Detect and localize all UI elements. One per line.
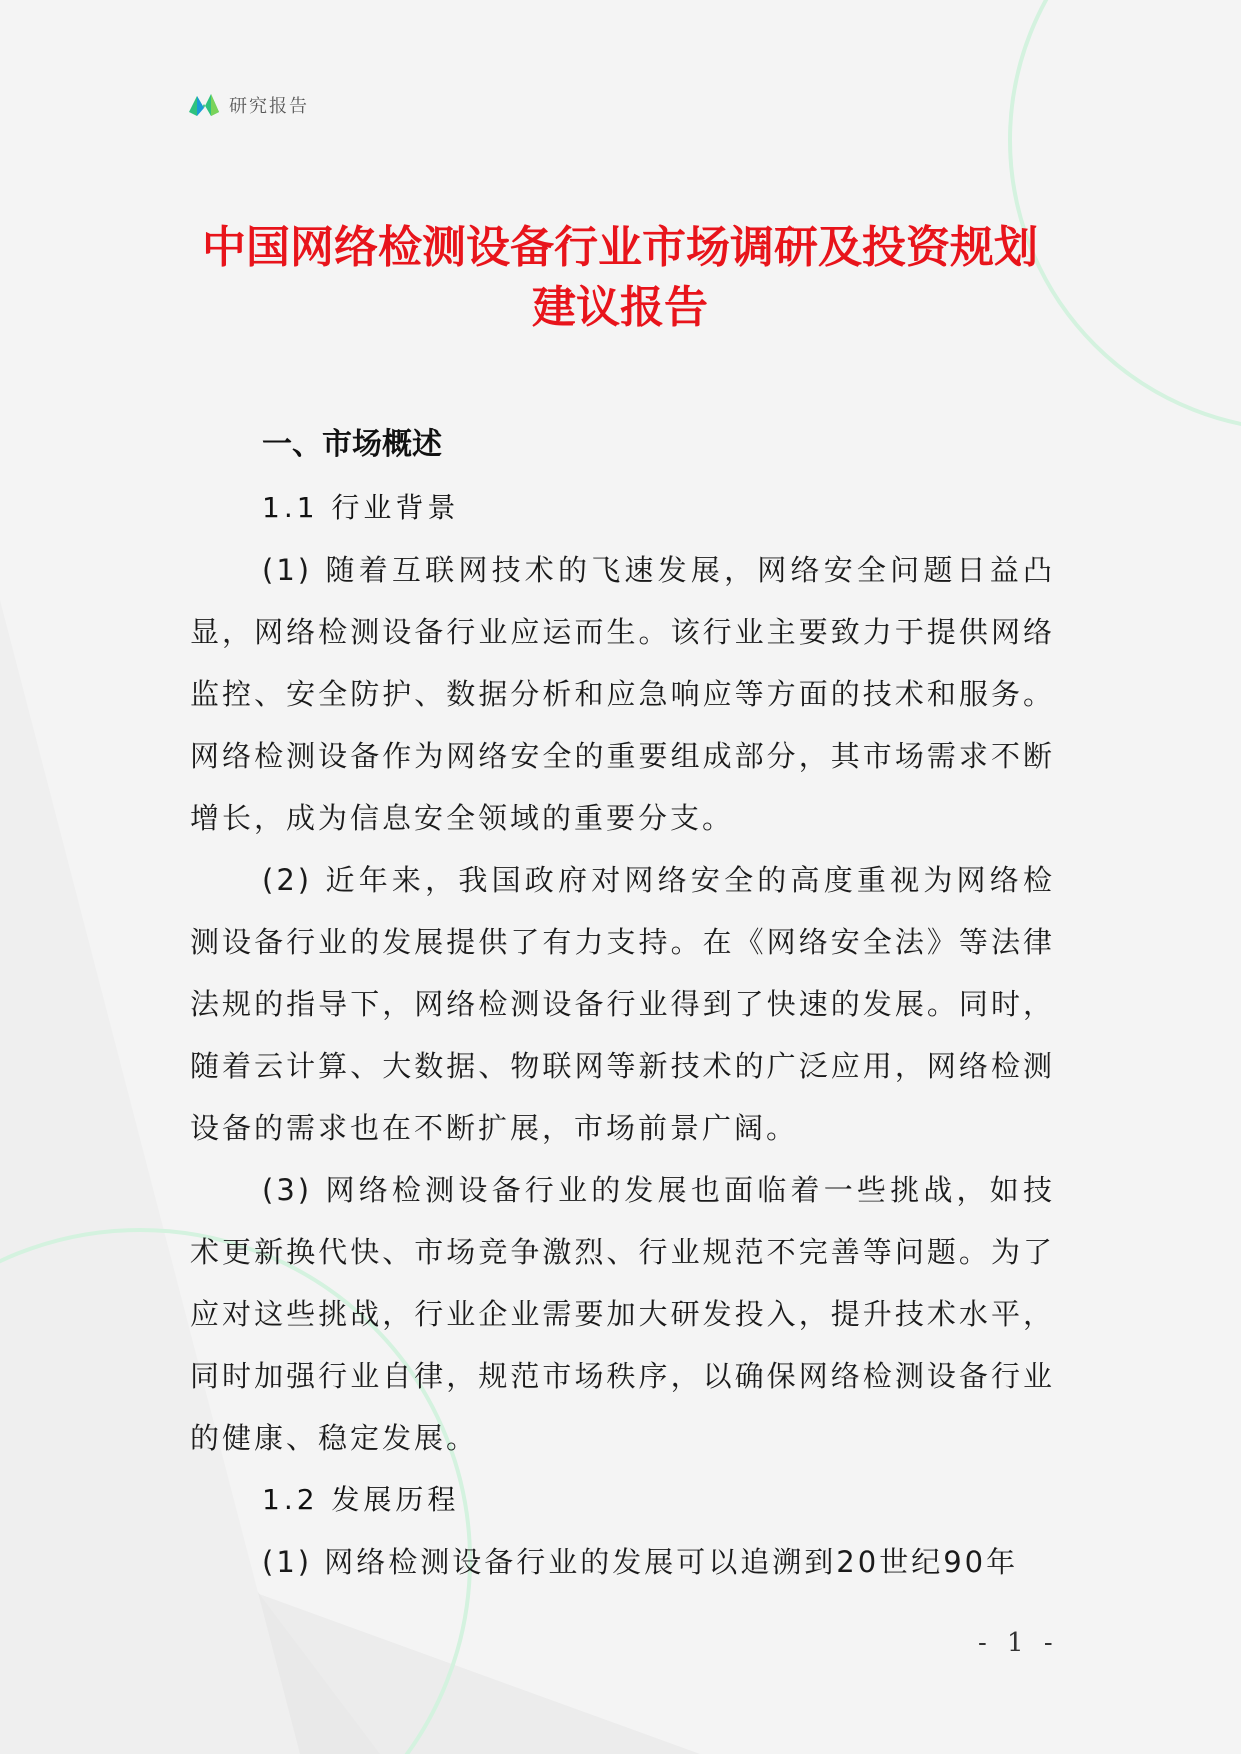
report-title: 中国网络检测设备行业市场调研及投资规划建议报告 bbox=[202, 222, 1038, 333]
report-body bbox=[190, 415, 1055, 1593]
logo-label: 研究报告 bbox=[229, 96, 309, 117]
subsection-heading: 1.1 行业背景 bbox=[262, 491, 460, 524]
section-heading: 一、市场概述 bbox=[262, 427, 442, 462]
subsection-heading: 1.2 发展历程 bbox=[262, 1483, 460, 1516]
brand-logo-icon bbox=[187, 90, 221, 120]
header-logo bbox=[187, 90, 309, 120]
paragraph: (1) 网络检测设备行业的发展可以追溯到20世纪90年 bbox=[262, 1545, 1019, 1579]
paragraph: (2) 近年来，我国政府对网络安全的高度重视为网络检测设备行业的发展提供了有力支持。在《网络安全法》等法律法规的指导下，网络检测设备行业得到了快速的发展。同时，随着云计算、大数据、物联网等新技术的广泛应用，网络检测设备的需求也在不断扩展，市场前景广阔。 bbox=[190, 863, 1055, 1145]
paragraph: (3) 网络检测设备行业的发展也面临着一些挑战，如技术更新换代快、市场竞争激烈、行业规范不完善等问题。为了应对这些挑战，行业企业需要加大研发投入，提升技术水平，同时加强行业自律，规范市场秩序，以确保网络检测设备行业的健康、稳定发展。 bbox=[190, 1173, 1055, 1455]
page-number: - 1 - bbox=[978, 1628, 1059, 1658]
paragraph: (1) 随着互联网技术的飞速发展，网络安全问题日益凸显，网络检测设备行业应运而生。该行业主要致力于提供网络监控、安全防护、数据分析和应急响应等方面的技术和服务。网络检测设备作为网络安全的重要组成部分，其市场需求不断增长，成为信息安全领域的重要分支。 bbox=[190, 553, 1055, 835]
